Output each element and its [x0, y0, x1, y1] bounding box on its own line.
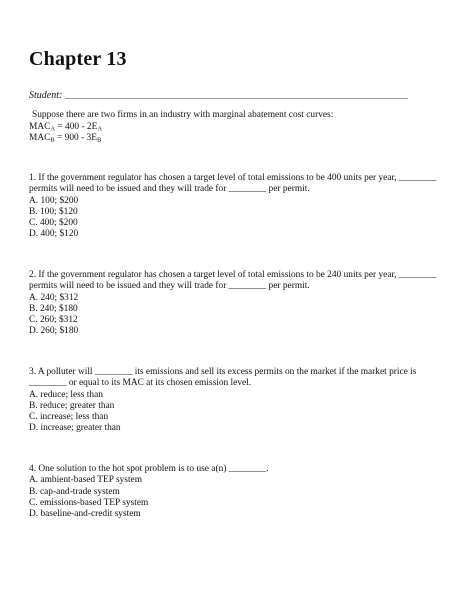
question-3-option-d: D. increase; greater than — [29, 423, 121, 434]
question-3-option-a: A. reduce; less than — [29, 389, 103, 400]
question-3-option-c: C. increase; less than — [29, 412, 109, 423]
question-1-line-2: permits will need to be issued and they will trade for ________ per permit. — [29, 184, 310, 195]
question-1-option-a: A. 100; $200 — [29, 195, 79, 206]
question-2-option-b: B. 240; $180 — [29, 303, 78, 314]
question-4-option-c: C. emissions-based TEP system — [29, 497, 149, 508]
question-3-line-2: ________ or equal to its MAC at its chosen emission level. — [29, 378, 252, 389]
question-4-option-b: B. cap-and-trade system — [29, 486, 120, 497]
mac-b-equation: $MAC_B = 900 - 3E_B$ — [29, 133, 102, 144]
question-4-option-a: A. ambient-based TEP system — [29, 475, 143, 486]
page-title: Chapter 13 — [29, 48, 127, 70]
question-2-line-2: permits will need to be issued and they will trade for ________ per permit. — [29, 281, 310, 292]
question-3-line-1: 3. A polluter will ________ its emissions and sell its excess permits on the market if the market price is — [29, 367, 417, 377]
question-4-option-d: D. baseline-and-credit system — [29, 509, 141, 520]
question-4 — [29, 464, 449, 520]
question-2-line-1: 2. If the government regulator has chosen a target level of total emissions to be 240 units per year, ________ — [29, 270, 437, 280]
mac-a-equation: $MAC_A = 400 - 2E_A$ — [29, 121, 103, 132]
question-3 — [29, 367, 449, 435]
student-name-line — [65, 98, 408, 99]
question-2 — [29, 270, 449, 338]
intro-block — [29, 110, 333, 145]
question-1-option-b: B. 100; $120 — [29, 206, 78, 217]
question-2-option-c: C. 260; $312 — [29, 315, 78, 326]
question-1-option-c: C. 400; $200 — [29, 218, 78, 229]
intro-text: Suppose there are two firms in an industry with marginal abatement cost curves: — [32, 110, 334, 120]
question-1-line-1: 1. If the government regulator has chosen a target level of total emissions to be 400 units per year, ________ — [29, 173, 437, 183]
question-1 — [29, 173, 449, 241]
student-label: Student: — [29, 90, 63, 101]
question-4-line-1: 4. One solution to the hot spot problem is to use a(n) ________. — [29, 464, 269, 474]
question-2-option-d: D. 260; $180 — [29, 326, 79, 337]
question-3-option-b: B. reduce; greater than — [29, 400, 115, 411]
question-2-option-a: A. 240; $312 — [29, 292, 79, 303]
question-1-option-d: D. 400; $120 — [29, 229, 79, 240]
